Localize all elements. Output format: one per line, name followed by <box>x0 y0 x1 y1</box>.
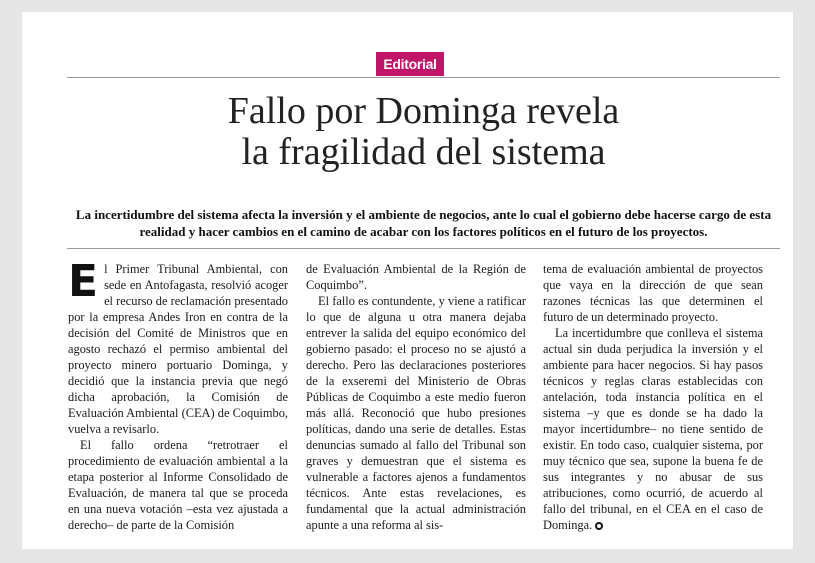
paragraph <box>543 325 763 533</box>
headline-line-1: Fallo por Dominga revela <box>227 90 620 132</box>
end-of-article-icon <box>595 522 603 530</box>
headline-line-2: la fragilidad del sistema <box>241 131 606 173</box>
paragraph: El fallo es contundente, y viene a ratificar lo que de alguna u otra manera dejaba entrever la salida del equipo económico del gobierno pasado: el proceso no se ajustó a derecho. Pero las declaraciones posteriores de la exseremi del Ministerio de Obras Públicas de Coquimbo a este medio fueron más allá. Reconoció que hubo presiones políticas, dando una serie de detalles. Estas denuncias sumado al fallo del Tribunal son graves y demuestran que el sistema es vulnerable a factores ajenos a fundamentos técnicos. Ante estas revelaciones, es fundamental que la actual administración apunte a una reforma al sis- <box>306 294 526 532</box>
paragraph-text: l Primer Tribunal Ambiental, con sede en Antofagasta, resolvió acoger el recurso de reclamación presentado por la empresa Andes Iron en contra de la decisión del Comité de Ministros que en agosto rechazó el permiso ambiental del proyecto minero portuario Dominga, y decidió que la instancia previa que negó dicha aprobación, la Comisión de Evaluación Ambiental (CEA) de Coquimbo, vuelva a revisarlo. <box>68 262 288 436</box>
top-divider <box>67 77 780 78</box>
paragraph: de Evaluación Ambiental de la Región de Coquimbo”. <box>306 262 526 292</box>
paragraph: El fallo ordena “retrotraer el procedimiento de evaluación ambiental a la etapa posterior al Informe Consolidado de Evaluación, de manera tal que se proceda en una nueva votación –esta vez ajustada a derecho– de parte de la Comisión <box>68 438 288 532</box>
paragraph-text: La incertidumbre que conlleva el sistema actual sin duda perjudica la inversión y el ambiente para hacer negocios. Si hay pasos técnicos y reglas claras establecidas con antelación, toda instancia política en el sistema –y que es donde se ha dado la mayor incertidumbre– no tiene sentido de existir. En todo caso, cualquier sistema, por muy técnico que sea, supone la buena fe de sus integrantes y no abusar de sus atribuciones, como ocurrió, de acuerdo al fallo del tribunal, en el CEA en el caso de Dominga. <box>543 326 763 532</box>
paragraph <box>68 256 288 437</box>
deck-summary: La incertidumbre del sistema afecta la inversión y el ambiente de negocios, ante lo cual el gobierno debe hacerse cargo de esta realidad y hacer cambios en el camino de acabar con los factores políticos en el futuro de los proyectos. <box>75 207 772 239</box>
drop-cap: E <box>68 256 99 307</box>
headline <box>67 91 780 173</box>
article-column-1 <box>68 256 288 533</box>
middle-divider <box>67 248 780 249</box>
article-column-3 <box>543 261 763 533</box>
section-tag: Editorial <box>376 52 444 76</box>
paragraph: tema de evaluación ambiental de proyectos que vaya en la dirección de que sean razones técnicas las que determinen el futuro de un determinado proyecto. <box>543 262 763 324</box>
article-column-2 <box>306 261 526 533</box>
editorial-page <box>22 12 793 549</box>
